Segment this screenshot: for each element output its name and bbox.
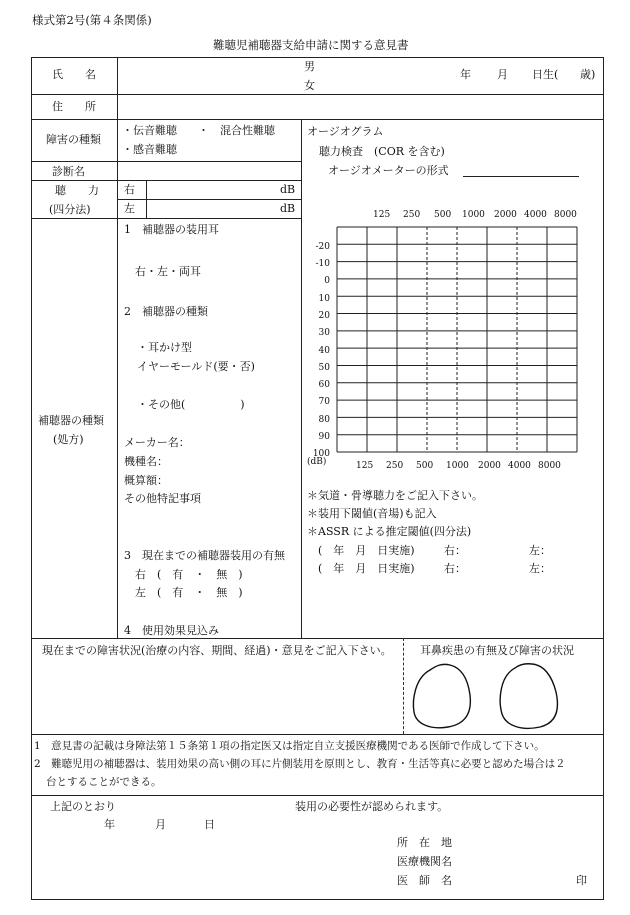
audiometer-label: オージオメーターの形式: [328, 164, 449, 177]
hearing-right-label: 右: [124, 183, 135, 196]
note-1: 1 意見書の記載は身障法第１５条第１項の指定医又は指定自立支援医療機関である医師で作成して下さい。: [34, 740, 545, 752]
prior-use-left[interactable]: 左 ( 有 ・ 無 ): [135, 586, 243, 599]
hearing-left-unit: dB: [280, 202, 296, 215]
birth-day: 日生(: [532, 68, 559, 81]
doctor-label: 医 師 名: [397, 874, 452, 887]
assr-date-1: ( 年 月 日実施): [318, 544, 415, 557]
seal-mark: 印: [576, 874, 587, 887]
assr-left-1: 左：: [529, 544, 551, 557]
sex-female[interactable]: 女: [304, 79, 315, 92]
assr-date-2: ( 年 月 日実施): [318, 562, 415, 575]
sign-month: 月: [155, 818, 166, 831]
hearing-test-label: 聴力検査 (COR を含む): [319, 145, 445, 158]
freq-label-top: 500: [434, 210, 452, 220]
freq-label-top: 125: [373, 210, 391, 220]
freq-label-bottom: 125: [356, 461, 374, 471]
assr-right-2: 右：: [444, 562, 466, 575]
type-behind-ear[interactable]: ・耳かけ型: [137, 341, 192, 354]
type-conductive[interactable]: ・伝音難聴: [122, 124, 177, 137]
audiogram-note-3: ＊ASSR による推定閾値(四分法): [307, 525, 472, 538]
model-label: 機種名：: [124, 455, 168, 468]
section2-title: 2 補聴器の種類: [124, 305, 208, 318]
db-label: 100: [312, 449, 330, 460]
freq-label-top: 1000: [462, 210, 485, 220]
db-label: 50: [318, 362, 330, 373]
freq-label-top: 2000: [494, 210, 517, 220]
sign-year: 年: [104, 818, 115, 831]
hearing-label: 聴 力: [55, 184, 99, 197]
signature-necessity: 装用の必要性が認められます。: [295, 800, 449, 813]
assr-right-1: 右：: [444, 544, 466, 557]
ear-right-outline: [500, 664, 557, 729]
db-label: 70: [318, 397, 330, 408]
address-label: 住 所: [52, 100, 96, 113]
ear-left-outline: [413, 664, 470, 727]
maker-label: メーカー名：: [124, 436, 190, 449]
db-label: 10: [318, 293, 330, 304]
location-label: 所 在 地: [397, 836, 452, 849]
type-other[interactable]: ・その他( ): [137, 398, 245, 411]
section4-title: 4 使用効果見込み: [124, 624, 219, 637]
sign-day: 日: [204, 818, 215, 831]
freq-label-top: 8000: [554, 210, 577, 220]
hearing-left-label: 左: [124, 202, 135, 215]
db-label: 20: [318, 310, 330, 321]
special-notes-label: その他特記事項: [124, 492, 201, 505]
audiogram-title: オージオグラム: [307, 125, 384, 138]
db-label: 60: [318, 380, 330, 391]
audiogram-note-1: ＊気道・骨導聴力をご記入下さい。: [307, 489, 483, 502]
ear-selection[interactable]: 右・左・両耳: [135, 265, 201, 278]
section3-title: 3 現在までの補聴器装用の有無: [124, 549, 285, 562]
form-title: 難聴児補聴器支給申請に関する意見書: [213, 38, 409, 52]
disability-label: 障害の種類: [46, 133, 101, 146]
hearing-right-unit: dB: [280, 183, 296, 196]
ear-status-label: 耳鼻疾患の有無及び障害の状況: [420, 644, 574, 657]
assr-left-2: 左：: [529, 562, 551, 575]
note-2a: 2 難聴児用の補聴器は、装用効果の高い側の耳に片側装用を原則とし、教育・生活等真に必要と認めた場合は２: [34, 758, 566, 770]
signature-above: 上記のとおり: [50, 800, 116, 813]
history-label: 現在までの障害状況(治療の内容、期間、経過)・意見をご記入下さい。: [42, 644, 392, 657]
db-label: 30: [318, 328, 330, 339]
freq-label-bottom: 1000: [446, 461, 469, 471]
institution-label: 医療機関名: [397, 855, 452, 868]
form-number: 様式第2号(第４条関係): [32, 13, 152, 27]
prescription-label: 補聴器の種類: [38, 414, 104, 427]
db-label: 90: [318, 432, 330, 443]
audiogram-note-2: ＊装用下閾値(音場)も記入: [307, 507, 437, 520]
db-label: -20: [315, 241, 330, 252]
type-mixed[interactable]: ・ 混合性難聴: [198, 124, 275, 137]
birth-year: 年: [460, 68, 471, 81]
freq-label-bottom: 2000: [478, 461, 501, 471]
db-label: 40: [318, 345, 330, 356]
birth-month: 月: [497, 68, 508, 81]
db-label: 80: [318, 414, 330, 425]
sex-male[interactable]: 男: [304, 60, 315, 73]
db-label: 0: [324, 276, 330, 287]
freq-label-bottom: 4000: [508, 461, 531, 471]
prescription-sublabel: (処方): [53, 433, 84, 446]
freq-label-bottom: 250: [386, 461, 404, 471]
cost-label: 概算額：: [124, 474, 168, 487]
name-label: 氏 名: [52, 68, 96, 81]
db-label: -10: [315, 258, 330, 269]
note-2b: 台とすることができる。: [46, 776, 162, 788]
section1-title: 1 補聴器の装用耳: [124, 223, 219, 236]
type-sensorineural[interactable]: ・感音難聴: [122, 143, 177, 156]
freq-label-top: 4000: [524, 210, 547, 220]
diagnosis-label: 診断名: [52, 165, 85, 178]
db-unit: (dB): [307, 457, 327, 467]
freq-label-bottom: 500: [416, 461, 434, 471]
hearing-method-label: (四分法): [49, 203, 91, 216]
ear-mold[interactable]: イヤーモールド(要・否): [137, 360, 255, 373]
age-suffix: 歳): [580, 68, 596, 81]
freq-label-top: 250: [403, 210, 421, 220]
freq-label-bottom: 8000: [538, 461, 561, 471]
prior-use-right[interactable]: 右 ( 有 ・ 無 ): [135, 568, 243, 581]
